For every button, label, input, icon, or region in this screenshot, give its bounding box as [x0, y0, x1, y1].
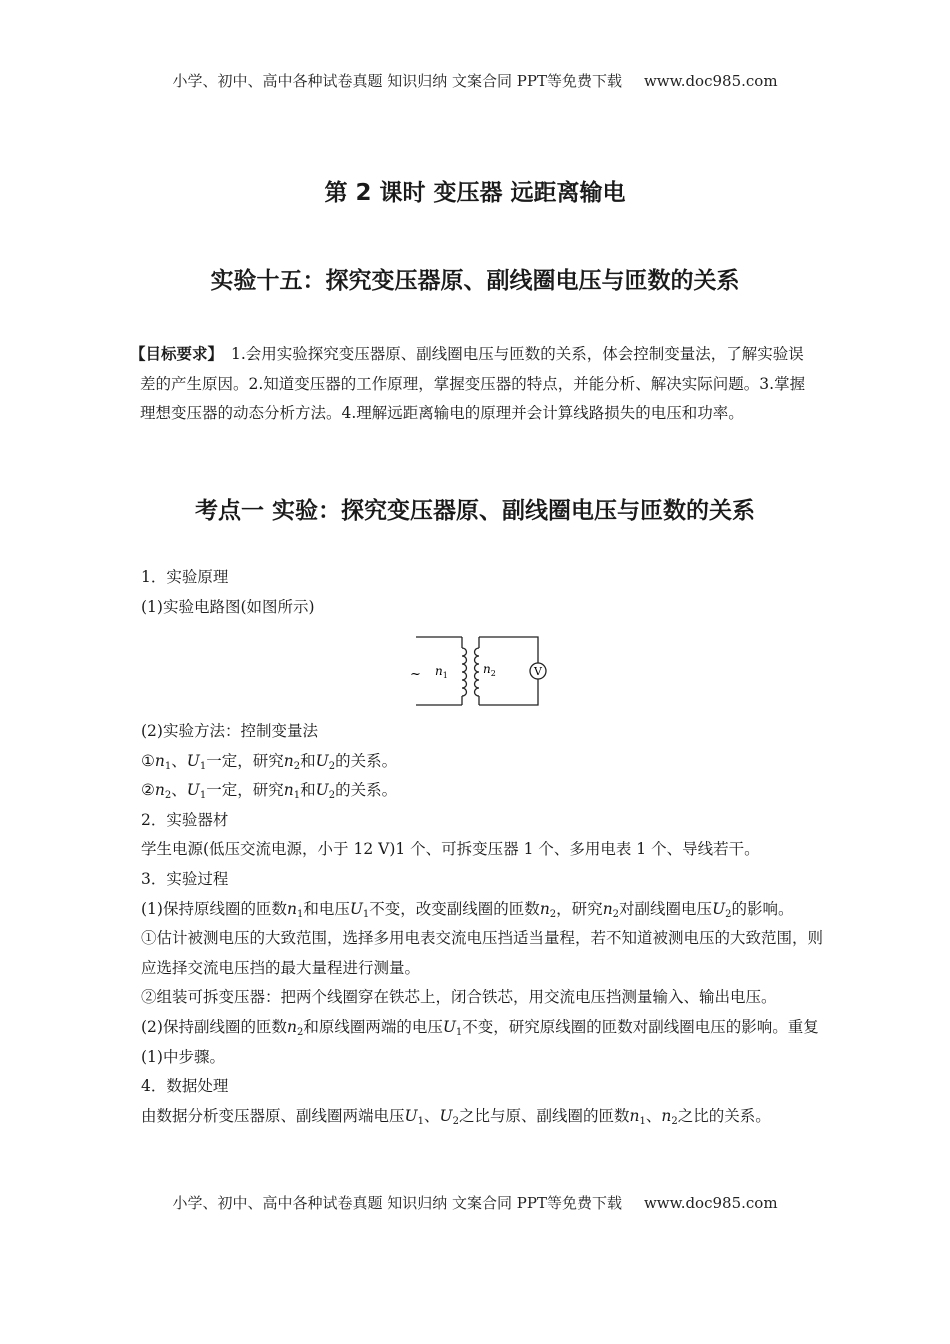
process-step-2: (2)保持副线圈的匝数$n_2$和原线圈两端的电压$U_1$不变，研究原线圈的匝数对副线圈电压的影响。重复(1)中步骤。 — [141, 1017, 819, 1066]
secondary-label: $n_2$ — [483, 662, 496, 678]
transformer-circuit-diagram — [404, 634, 554, 710]
footer-text: 小学、初中、高中各种试卷真题 知识归纳 文案合同 PPT等免费下载 — [172, 1194, 622, 1212]
page-footer — [0, 1192, 950, 1213]
process-substep-1: ①估计被测电压的大致范围，选择多用电表交流电压挡适当量程，若不知道被测电压的大致范围，则应选择交流电压挡的最大量程进行测量。 — [141, 929, 824, 977]
method-line: (2)实验方法：控制变量法 — [141, 722, 318, 740]
goals-block — [128, 340, 818, 429]
method-case-1: $①n_1$、$U_1$一定，研究$n_2$和$U_2$的关系。 — [141, 751, 398, 772]
goals-text: 1.会用实验探究变压器原、副线圈电压与匝数的关系，体会控制变量法，了解实验误差的产生原因。2.知道变压器的工作原理，掌握变压器的特点，并能分析、解决实际问题。3.掌握理想变压器的动态分析方法。4.理解远距离输电的原理并会计算线路损失的电压和功率。 — [140, 345, 806, 422]
footer-site: www.doc985.com — [643, 1194, 778, 1212]
data-text: 由数据分析变压器原、副线圈两端电压$U_1$、$U_2$之比与原、副线圈的匝数$n_1$、$n_2$之比的关系。 — [141, 1106, 771, 1127]
page-header — [0, 70, 950, 91]
header-text: 小学、初中、高中各种试卷真题 知识归纳 文案合同 PPT等免费下载 — [172, 72, 622, 90]
equipment-text: 学生电源(低压交流电源，小于 12 V)1 个、可拆变压器 1 个、多用电表 1 个、导线若干。 — [141, 840, 760, 859]
process-heading: 3．实验过程 — [141, 869, 229, 888]
section-title: 考点一 实验：探究变压器原、副线圈电压与匝数的关系 — [194, 498, 755, 524]
equipment-heading: 2．实验器材 — [141, 810, 229, 829]
goals-tag: 【目标要求】 — [130, 345, 224, 363]
main-body — [141, 717, 831, 1131]
data-heading: 4．数据处理 — [141, 1077, 229, 1096]
primary-label: $n_1$ — [435, 664, 448, 680]
method-case-2: $②n_2$、$U_1$一定，研究$n_1$和$U_2$的关系。 — [141, 781, 398, 802]
principle-top — [141, 563, 831, 622]
experiment-title: 实验十五：探究变压器原、副线圈电压与匝数的关系 — [210, 268, 740, 294]
principle-heading: 1．实验原理 — [141, 568, 229, 586]
lesson-title: 第 2 课时 变压器 远距离输电 — [324, 180, 626, 206]
ac-source-symbol: ~ — [410, 667, 421, 682]
process-step-1: (1)保持原线圈的匝数$n_1$和电压$U_1$不变，改变副线圈的匝数$n_2$，研究$n_2$对副线圈电压$U_2$的影响。 — [141, 899, 794, 920]
circuit-caption: (1)实验电路图(如图所示) — [141, 597, 315, 616]
voltmeter-label: V — [534, 665, 542, 678]
process-substep-2: ②组装可拆变压器：把两个线圈穿在铁芯上，闭合铁芯，用交流电压挡测量输入、输出电压。 — [141, 988, 777, 1007]
header-site: www.doc985.com — [643, 72, 778, 90]
